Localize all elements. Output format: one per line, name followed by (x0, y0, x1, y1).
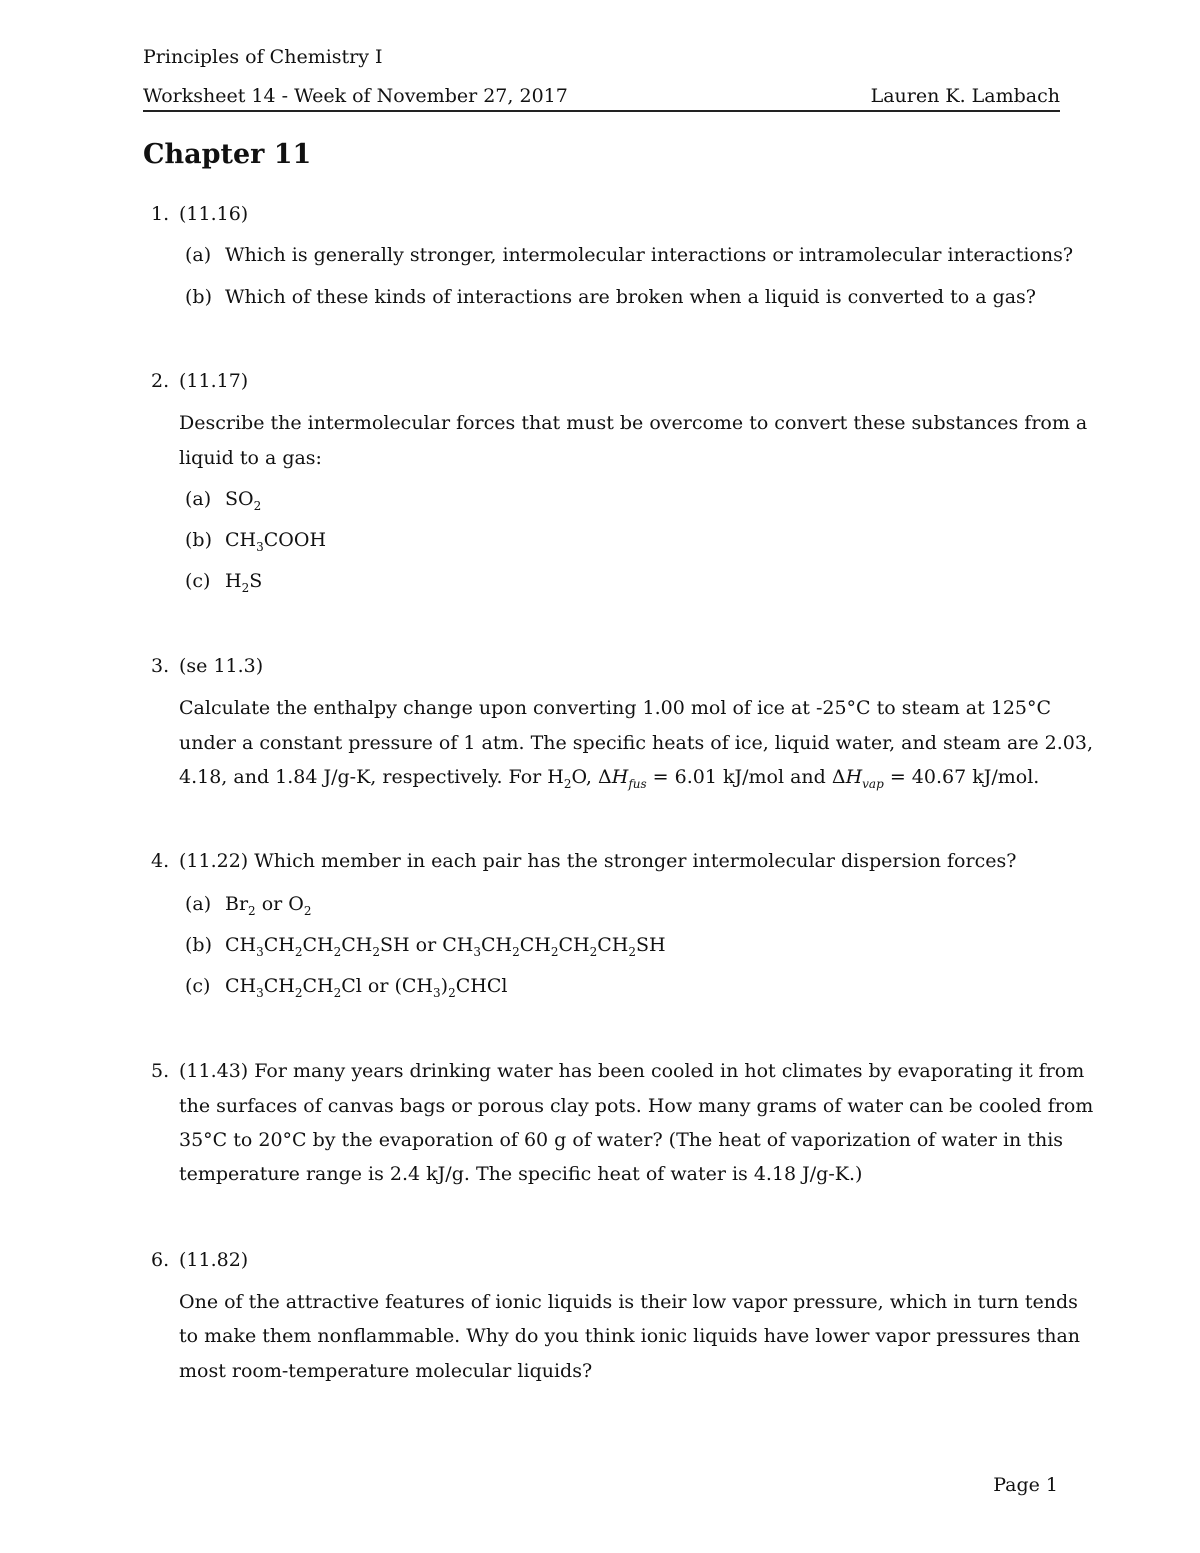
question-text-line: the surfaces of canvas bags or porous clay pots. How many grams of water can be cooled from (179, 1095, 1094, 1117)
question-number: 6. (151, 1249, 170, 1271)
question-number: 4. (151, 850, 170, 872)
formula-acetic-acid: $CH_3COOH$ (225, 529, 327, 554)
part-label: (b) (185, 286, 212, 308)
formula-h2s: $H_2S$ (225, 570, 263, 595)
question-text-line: Calculate the enthalpy change upon converting 1.00 mol of ice at -25°C to steam at 125°C (179, 697, 1052, 719)
question-ref: (11.16) (179, 203, 249, 225)
course-title: Principles of Chemistry I (143, 46, 383, 68)
question-text-line: Describe the intermolecular forces that must be overcome to convert these substances from a (179, 412, 1088, 434)
worksheet-title: Worksheet 14 - Week of November 27, 2017 (143, 85, 568, 107)
part-label: (a) (185, 893, 212, 915)
part-text: Which is generally stronger, intermolecular interactions or intramolecular interactions? (225, 244, 1074, 266)
part-label: (c) (185, 975, 211, 997)
part-label: (b) (185, 934, 212, 956)
part-label: (a) (185, 488, 212, 510)
question-text-line: 4.18, and 1.84 J/g-K, respectively. For $H_2O$, $\Delta H_{fus} = 6.01$ kJ/mol and $\Delta H_{vap} = 40.67$ kJ/mol. (179, 766, 1040, 791)
question-number: 5. (151, 1060, 170, 1082)
formula-pair-b: $CH_3CH_2CH_2CH_2SH$ or $CH_3CH_2CH_2CH_2CH_2SH$ (225, 934, 666, 959)
formula-pair-a: $Br_2$ or $O_2$ (225, 893, 312, 918)
question-text-line: (11.22) Which member in each pair has the stronger intermolecular dispersion forces? (179, 850, 1017, 872)
question-text-line: most room-temperature molecular liquids? (179, 1360, 593, 1382)
question-ref: (se 11.3) (179, 655, 264, 677)
question-ref: (11.17) (179, 370, 249, 392)
question-number: 2. (151, 370, 170, 392)
question-text-line: to make them nonflammable. Why do you think ionic liquids have lower vapor pressures than (179, 1325, 1081, 1347)
question-text-line: (11.43) For many years drinking water has been cooled in hot climates by evaporating it from (179, 1060, 1085, 1082)
question-text-line: One of the attractive features of ionic liquids is their low vapor pressure, which in turn tends (179, 1291, 1078, 1313)
question-ref: (11.82) (179, 1249, 249, 1271)
question-number: 3. (151, 655, 170, 677)
formula-pair-c: $CH_3CH_2CH_2Cl$ or $(CH_3)_2CHCl$ (225, 975, 508, 1000)
part-label: (c) (185, 570, 211, 592)
question-text-line: 35°C to 20°C by the evaporation of 60 g of water? (The heat of vaporization of water in this (179, 1129, 1064, 1151)
chapter-title: Chapter 11 (143, 139, 312, 170)
question-text-line: temperature range is 2.4 kJ/g. The specific heat of water is 4.18 J/g-K.) (179, 1163, 863, 1185)
question-text-line: under a constant pressure of 1 atm. The specific heats of ice, liquid water, and steam are 2.03, (179, 732, 1094, 754)
question-text-line: liquid to a gas: (179, 447, 322, 469)
author-name: Lauren K. Lambach (870, 85, 1060, 107)
part-label: (b) (185, 529, 212, 551)
part-text: Which of these kinds of interactions are broken when a liquid is converted to a gas? (225, 286, 1036, 308)
formula-so2: $SO_2$ (225, 488, 262, 513)
question-number: 1. (151, 203, 170, 225)
header-rule (143, 110, 1060, 112)
page-number: Page 1 (993, 1474, 1058, 1496)
part-label: (a) (185, 244, 212, 266)
